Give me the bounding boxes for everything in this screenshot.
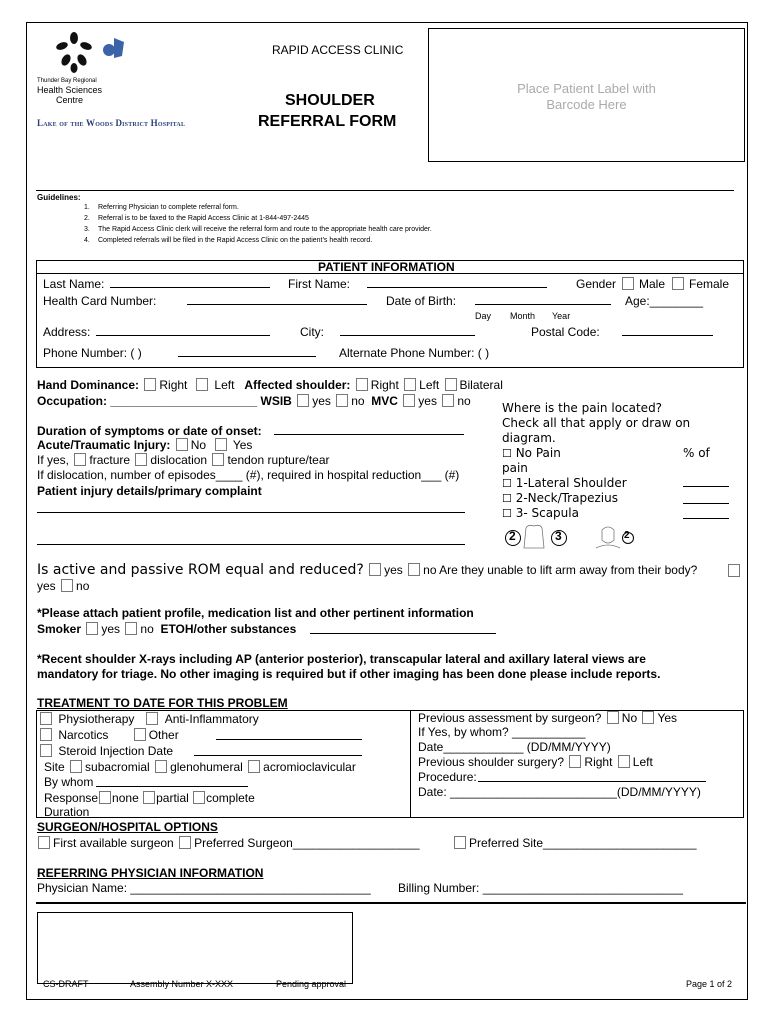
pain-item-1-label: 1-Lateral Shoulder xyxy=(515,476,627,490)
patient-label-area[interactable] xyxy=(428,28,745,162)
prev-assess-label: Previous assessment by surgeon? xyxy=(418,711,602,725)
last-name-label: Last Name: xyxy=(43,277,105,291)
footer-assembly: Assembly Number X-XXX xyxy=(130,979,234,989)
physio-row xyxy=(38,712,259,726)
rom-question: Is active and passive ROM equal and reduced? xyxy=(37,562,364,578)
prev-surgery-row xyxy=(418,755,653,769)
affected-left-checkbox[interactable] xyxy=(404,378,416,391)
prev-surgery-label: Previous shoulder surgery? xyxy=(418,755,565,769)
hand-dominance-label: Hand Dominance: xyxy=(37,378,140,392)
smoker-row xyxy=(37,622,296,636)
site-label: Site xyxy=(44,760,65,774)
pain-item-2 xyxy=(502,491,618,505)
anti-checkbox[interactable] xyxy=(146,712,158,725)
hand-left-label: Left xyxy=(214,378,235,392)
billing-number[interactable]: Billing Number: ______________________________ xyxy=(398,881,683,895)
phone-field[interactable] xyxy=(178,346,316,357)
injury-details-line-2[interactable] xyxy=(37,534,465,545)
no-pain-checkbox[interactable]: ☐ xyxy=(502,447,512,460)
preferred-surgeon-checkbox[interactable] xyxy=(179,836,191,849)
preferred-site-checkbox[interactable] xyxy=(454,836,466,849)
response-none-label: none xyxy=(112,791,139,805)
affected-right-label: Right xyxy=(370,378,399,392)
no-pain-row xyxy=(502,446,561,460)
steroid-checkbox[interactable] xyxy=(40,744,52,757)
first-available-label: First available surgeon xyxy=(53,836,174,850)
response-row xyxy=(44,791,255,805)
affected-bilateral-checkbox[interactable] xyxy=(445,378,457,391)
tendon-label: tendon rupture/tear xyxy=(227,453,330,467)
wsib-label: WSIB xyxy=(260,394,292,408)
duration-field[interactable] xyxy=(274,424,464,435)
lift-no-checkbox[interactable] xyxy=(61,579,73,592)
pain-q3: diagram. xyxy=(502,431,556,445)
pain-item-3-pct[interactable] xyxy=(683,508,729,519)
pain-item-2-label: 2-Neck/Trapezius xyxy=(515,491,618,505)
guideline-text-3: The Rapid Access Clinic clerk will receive the referral form and route to the appropriate health care provider. xyxy=(98,226,432,233)
first-name-label: First Name: xyxy=(288,277,351,291)
form-title-line1: SHOULDER xyxy=(285,92,375,109)
pain-item-3-label: 3- Scapula xyxy=(515,506,579,520)
other-label: Other xyxy=(148,728,179,742)
affected-left-label: Left xyxy=(419,378,440,392)
guidelines-heading: Guidelines: xyxy=(37,193,81,202)
guideline-num-3: 3. xyxy=(84,226,90,233)
affected-shoulder-label: Affected shoulder: xyxy=(244,378,351,392)
diagram-label-3: 2 xyxy=(624,530,630,541)
address-label: Address: xyxy=(43,325,91,339)
hand-dominance-row xyxy=(37,378,503,392)
other-checkbox[interactable] xyxy=(134,728,146,741)
phone-label: Phone Number: ( ) xyxy=(43,346,142,360)
response-none-checkbox[interactable] xyxy=(99,791,111,804)
duration-label: Duration of symptoms or date of onset: xyxy=(37,424,262,438)
procedure-label: Procedure: xyxy=(418,770,477,784)
other-field[interactable] xyxy=(216,729,362,740)
city-label: City: xyxy=(300,325,324,339)
pain-item-1 xyxy=(502,476,627,490)
clinic-name: RAPID ACCESS CLINIC xyxy=(272,43,404,57)
first-name-field[interactable] xyxy=(367,277,547,288)
smoker-yes-label: yes xyxy=(101,622,121,636)
lift-no-label: no xyxy=(76,579,90,593)
acute-row xyxy=(37,438,252,452)
male-label: Male xyxy=(639,277,666,291)
acute-yes-label: Yes xyxy=(232,438,253,452)
mvc-no-checkbox[interactable] xyxy=(442,394,454,407)
footer-page: Page 1 of 2 xyxy=(686,979,733,989)
response-complete-checkbox[interactable] xyxy=(193,791,205,804)
acromioclavicular-label: acromioclavicular xyxy=(263,760,356,774)
response-complete-label: complete xyxy=(206,791,255,805)
female-label: Female xyxy=(689,277,730,291)
hospital-logo-text: Lake of the Woods District Hospital xyxy=(37,118,186,128)
affected-bilateral-label: Bilateral xyxy=(459,378,503,392)
physio-label: Physiotherapy xyxy=(58,712,135,726)
response-partial-checkbox[interactable] xyxy=(143,791,155,804)
guideline-num-4: 4. xyxy=(84,237,90,244)
wsib-yes-label: yes xyxy=(312,394,331,408)
body-diagram[interactable] xyxy=(504,524,634,554)
address-field[interactable] xyxy=(96,325,270,336)
age-label[interactable]: Age:________ xyxy=(625,294,704,308)
health-card-field[interactable] xyxy=(187,294,367,305)
preferred-surgeon-label[interactable]: Preferred Surgeon___________________ xyxy=(194,836,420,850)
postal-label: Postal Code: xyxy=(531,325,600,339)
subacromial-label: subacromial xyxy=(85,760,150,774)
narcotics-label: Narcotics xyxy=(58,728,109,742)
pain-q1: Where is the pain located? xyxy=(502,401,663,415)
rom-yes-label: yes xyxy=(384,563,403,577)
patient-label-line2: Barcode Here xyxy=(546,97,627,112)
gender-label: Gender xyxy=(576,277,617,291)
form-title-line2: REFERRAL FORM xyxy=(258,113,397,130)
patient-label-line1: Place Patient Label with xyxy=(517,81,656,96)
injury-type-row xyxy=(37,453,330,467)
fracture-label: fracture xyxy=(89,453,131,467)
pain-word: pain xyxy=(502,461,528,475)
dob-label: Date of Birth: xyxy=(386,294,457,308)
prev-date[interactable]: Date____________ (DD/MM/YYYY) xyxy=(418,740,611,754)
smoker-yes-checkbox[interactable] xyxy=(86,622,98,635)
org-name-1: Thunder Bay Regional xyxy=(37,78,97,84)
dislocation-checkbox[interactable] xyxy=(135,453,147,466)
smoker-no-label: no xyxy=(140,622,154,636)
smoker-label: Smoker xyxy=(37,622,82,636)
attach-line: *Please attach patient profile, medication list and other pertinent information xyxy=(37,606,474,620)
narcotics-checkbox[interactable] xyxy=(40,728,52,741)
preferred-site-label[interactable]: Preferred Site_______________________ xyxy=(469,836,697,850)
occupation-label[interactable]: Occupation: ______________________ xyxy=(37,394,258,408)
prev-surgery-left-label: Left xyxy=(632,755,653,769)
guideline-text-2: Referral is to be faxed to the Rapid Access Clinic at 1-844-497-2445 xyxy=(98,215,309,222)
prev-assess-yes-label: Yes xyxy=(657,711,678,725)
steroid-date-field[interactable] xyxy=(194,745,362,756)
etoh-label: ETOH/other substances xyxy=(160,622,297,636)
prev-assess-row xyxy=(418,711,677,725)
injury-details-line-1[interactable] xyxy=(37,502,465,513)
lift-question: Are they unable to lift arm away from their body? xyxy=(439,563,698,577)
pain-item-3-checkbox[interactable]: ☐ xyxy=(502,507,512,520)
tendon-checkbox[interactable] xyxy=(212,453,224,466)
procedure-field[interactable] xyxy=(478,771,706,782)
lift-yes-checkbox[interactable] xyxy=(728,564,740,577)
pain-item-2-checkbox[interactable]: ☐ xyxy=(502,492,512,505)
hand-left-checkbox[interactable] xyxy=(196,378,208,391)
surgeon-row xyxy=(36,836,420,850)
subacromial-checkbox[interactable] xyxy=(70,760,82,773)
by-whom-label: By whom xyxy=(44,775,94,789)
footer-draft: CS-DRAFT xyxy=(43,979,89,989)
physician-divider xyxy=(36,902,746,904)
no-pain-label: No Pain xyxy=(515,446,561,460)
pain-location-box xyxy=(494,394,740,554)
surgeon-heading: SURGEON/HOSPITAL OPTIONS xyxy=(37,820,218,834)
hand-right-label: Right xyxy=(159,378,188,392)
org-name-2: Health Sciences xyxy=(37,85,103,95)
header-divider xyxy=(36,190,734,191)
mvc-label: MVC xyxy=(371,394,398,408)
anti-label: Anti-Inflammatory xyxy=(164,712,259,726)
pain-item-3 xyxy=(502,506,579,520)
xray-line1: *Recent shoulder X-rays including AP (anterior posterior), transcapular lateral and axillary lateral views are xyxy=(37,652,646,666)
smoker-no-checkbox[interactable] xyxy=(125,622,137,635)
patient-info-heading: PATIENT INFORMATION xyxy=(318,260,455,274)
pain-item-2-pct[interactable] xyxy=(683,493,729,504)
mvc-yes-label: yes xyxy=(418,394,437,408)
dislocation-question[interactable]: If dislocation, number of episodes____ (#), required in hospital reduction___ (#) xyxy=(37,468,460,482)
steroid-label: Steroid Injection xyxy=(58,744,145,758)
by-whom-field[interactable] xyxy=(96,776,248,787)
physio-checkbox[interactable] xyxy=(40,712,52,725)
prev-surgery-right-checkbox[interactable] xyxy=(569,755,581,768)
mvc-yes-checkbox[interactable] xyxy=(403,394,415,407)
pain-item-1-pct[interactable] xyxy=(683,476,729,487)
tbrhsc-logo xyxy=(52,30,132,74)
prev-assess-no-checkbox[interactable] xyxy=(607,711,619,724)
acromioclavicular-checkbox[interactable] xyxy=(248,760,260,773)
response-partial-label: partial xyxy=(156,791,189,805)
prev-surgery-right-label: Right xyxy=(584,755,613,769)
hand-right-checkbox[interactable] xyxy=(144,378,156,391)
treatment-divider xyxy=(410,710,411,818)
pct-label: % of xyxy=(683,446,710,460)
pain-q2: Check all that apply or draw on xyxy=(502,416,691,430)
site-row xyxy=(44,760,356,774)
wsib-no-checkbox[interactable] xyxy=(336,394,348,407)
xray-line2: mandatory for triage. No other imaging is required but if other imaging has been done please include reports. xyxy=(37,667,661,681)
lift-yes-label: yes xyxy=(37,579,56,593)
glenohumeral-label: glenohumeral xyxy=(170,760,243,774)
treatment-heading: TREATMENT TO DATE FOR THIS PROBLEM xyxy=(37,696,288,710)
steroid-row xyxy=(38,744,173,758)
guideline-num-2: 2. xyxy=(84,215,90,222)
rom-no-checkbox[interactable] xyxy=(408,563,420,576)
wsib-no-label: no xyxy=(351,394,365,408)
prev-assess-no-label: No xyxy=(621,711,638,725)
city-field[interactable] xyxy=(340,325,475,336)
female-checkbox[interactable] xyxy=(672,277,684,290)
glenohumeral-checkbox[interactable] xyxy=(155,760,167,773)
health-card-label: Health Card Number: xyxy=(43,294,157,308)
rom-row xyxy=(37,562,697,578)
fracture-checkbox[interactable] xyxy=(74,453,86,466)
first-available-checkbox[interactable] xyxy=(38,836,50,849)
etoh-field[interactable] xyxy=(310,623,496,634)
guideline-text-4: Completed referrals will be filed in the Rapid Access Clinic on the patient’s health record. xyxy=(98,237,373,244)
signature-box[interactable] xyxy=(37,912,353,984)
affected-right-checkbox[interactable] xyxy=(356,378,368,391)
diagram-label-1: 2 xyxy=(509,529,516,543)
if-yes-label: If yes, xyxy=(37,453,70,467)
physician-name[interactable]: Physician Name: ____________________________________ xyxy=(37,881,371,895)
injury-details-label: Patient injury details/primary complaint xyxy=(37,484,262,498)
acute-label: Acute/Traumatic Injury: xyxy=(37,438,171,452)
alt-phone-label[interactable]: Alternate Phone Number: ( ) xyxy=(339,346,490,360)
body-diagram-icon xyxy=(504,524,634,552)
diagram-label-2: 3 xyxy=(555,529,562,543)
acute-no-checkbox[interactable] xyxy=(176,438,188,451)
postal-field[interactable] xyxy=(622,325,713,336)
dislocation-label: dislocation xyxy=(150,453,208,467)
acute-yes-checkbox[interactable] xyxy=(215,438,227,451)
duration-treat-label: Duration xyxy=(44,805,90,819)
steroid-date-label: Date xyxy=(147,744,174,758)
wsib-yes-checkbox[interactable] xyxy=(297,394,309,407)
guideline-text-1: Referring Physician to complete referral form. xyxy=(98,204,239,211)
dob-field[interactable] xyxy=(475,294,611,305)
acute-no-label: No xyxy=(190,438,207,452)
dob-year-hint: Year xyxy=(552,311,571,321)
last-name-field[interactable] xyxy=(110,277,270,288)
preferred-site-row xyxy=(452,836,697,850)
rom-yes-checkbox[interactable] xyxy=(369,563,381,576)
male-checkbox[interactable] xyxy=(622,277,634,290)
narcotics-row xyxy=(38,728,179,742)
mvc-no-label: no xyxy=(457,394,471,408)
org-name-3: Centre xyxy=(56,95,84,105)
dob-day-hint: Day xyxy=(475,311,492,321)
rom-no-label: no xyxy=(423,563,437,577)
footer-pending: Pending approval xyxy=(276,979,347,989)
guideline-num-1: 1. xyxy=(84,204,90,211)
lift-row-2 xyxy=(37,579,89,593)
physician-heading: REFERRING PHYSICIAN INFORMATION xyxy=(37,866,264,880)
response-label: Response xyxy=(44,791,99,805)
logo-mark-icon xyxy=(52,30,132,74)
procedure-date[interactable]: Date: _________________________(DD/MM/YYYY) xyxy=(418,785,701,799)
occupation-row xyxy=(37,394,471,408)
prev-surgery-left-checkbox[interactable] xyxy=(618,755,630,768)
if-yes-whom[interactable]: If Yes, by whom? ___________ xyxy=(418,725,586,739)
prev-assess-yes-checkbox[interactable] xyxy=(642,711,654,724)
pain-item-1-checkbox[interactable]: ☐ xyxy=(502,477,512,490)
dob-month-hint: Month xyxy=(510,311,536,321)
